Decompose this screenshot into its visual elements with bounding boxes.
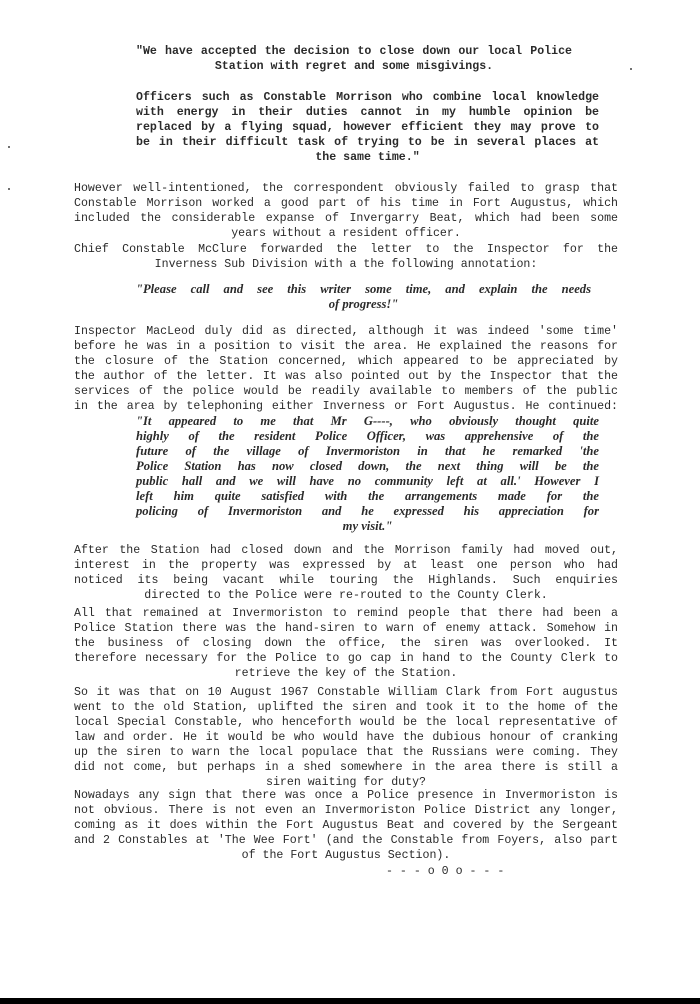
text-line: of progress!"	[328, 297, 399, 311]
text-line: "We have accepted the decision to close down our local Police	[136, 45, 572, 58]
text-line: However well-intentioned, the correspondent obviously failed to grasp that	[74, 182, 618, 195]
paragraph-correspondent	[74, 181, 618, 241]
text-line: directed to the Police were re-routed to the County Clerk.	[144, 589, 548, 602]
quote-inspector-report	[136, 414, 599, 534]
text-line: went to the old Station, uplifted the siren and took it to the home of the	[74, 701, 618, 714]
text-line: of the Fort Augustus Section).	[241, 849, 451, 862]
quote-letter-opening	[136, 44, 572, 74]
text-line: noticed its being vacant while touring the Highlands. Such enquiries	[74, 574, 618, 587]
paragraph-siren-uplifted	[74, 685, 618, 790]
text-line: Station with regret and some misgivings.	[214, 60, 494, 73]
paragraph-station-closed	[74, 543, 618, 603]
text-line: Constable Morrison worked a good part of his time in Fort Augustus, which	[74, 197, 618, 210]
text-line: siren waiting for duty?	[265, 776, 427, 789]
text-line: in the area by telephoning either Inverness or Fort Augustus. He continued:	[74, 400, 618, 413]
text-line: before he was in a position to visit the area. He explained the reasons for	[74, 340, 618, 353]
text-line: Police Station there was the hand-siren to warn of enemy attack. Somehow in	[74, 622, 618, 635]
scan-speck	[630, 68, 632, 70]
text-line: replaced by a flying squad, however efficient they may prove to	[136, 121, 599, 134]
text-line: So it was that on 10 August 1967 Constable William Clark from Fort augustus	[74, 686, 618, 699]
text-line: Chief Constable McClure forwarded the letter to the Inspector for the	[74, 243, 618, 256]
text-line: the author of the letter. It was also pointed out by the Inspector that the	[74, 370, 618, 383]
text-line: future of the village of Invermoriston in that he remarked 'the	[136, 444, 599, 458]
text-line: "It appeared to me that Mr G----, who obviously thought quite	[136, 414, 599, 428]
text-line: Officers such as Constable Morrison who combine local knowledge	[136, 91, 599, 104]
paragraph-nowadays	[74, 788, 618, 863]
text-line: be in their difficult task of trying to be in several places at	[136, 136, 599, 149]
text-line: coming as it does within the Fort Augustus Beat and covered by the Sergeant	[74, 819, 618, 832]
text-line: interest in the property was expressed by at least one person who had	[74, 559, 618, 572]
text-line: retrieve the key of the Station.	[234, 667, 458, 680]
text-line: All that remained at Invermoriston to remind people that there had been a	[74, 607, 618, 620]
quote-annotation	[136, 282, 591, 312]
quote-letter-body	[136, 90, 599, 165]
text-line: Nowadays any sign that there was once a Police presence in Invermoriston is	[74, 789, 618, 802]
text-line: and 2 Constables at 'The Wee Fort' (and the Constable from Foyers, also part	[74, 834, 618, 847]
text-line: did not come, but perhaps in a shed somewhere in the area there is still a	[74, 761, 618, 774]
scan-speck	[8, 188, 10, 190]
text-line: left him quite satisfied with the arrangements made for the	[136, 489, 599, 503]
text-line: After the Station had closed down and the Morrison family had moved out,	[74, 544, 618, 557]
text-line: the business of closing down the office, the siren was overlooked. It	[74, 637, 618, 650]
text-line: Police Station has now closed down, the next thing will be the	[136, 459, 599, 473]
text-line: my visit."	[342, 519, 393, 533]
text-line: public hall and we will have no community left at all.' However I	[136, 474, 599, 488]
text-line: highly of the resident Police Officer, was apprehensive of the	[136, 429, 599, 443]
text-line: the same time."	[315, 151, 420, 164]
scan-edge-bar	[0, 998, 700, 1004]
text-line: with energy in their duties cannot in my humble opinion be	[136, 106, 599, 119]
text-line: Inspector MacLeod duly did as directed, although it was indeed 'some time'	[74, 325, 618, 338]
paragraph-hand-siren	[74, 606, 618, 681]
text-line: therefore necessary for the Police to go cap in hand to the County Clerk to	[74, 652, 618, 665]
text-line: local Special Constable, who henceforth would be the local representative of	[74, 716, 618, 729]
text-line: up the siren to warn the local populace that the Russians were coming. They	[74, 746, 618, 759]
end-mark: - - - o 0 o - - -	[386, 865, 505, 878]
text-line: law and order. He it would be who would have the dubious honour of cranking	[74, 731, 618, 744]
text-line: services of the police would be readily available to members of the public	[74, 385, 618, 398]
scan-speck	[8, 146, 10, 148]
text-line: the closure of the Station concerned, which appeared to be appreciated by	[74, 355, 618, 368]
paragraph-chief-constable	[74, 242, 618, 272]
text-line: policing of Invermoriston and he expressed his appreciation for	[136, 504, 599, 518]
text-line: included the considerable expanse of Invergarry Beat, which had been some	[74, 212, 618, 225]
text-line: not obvious. There is not even an Invermoriston Police District any longer,	[74, 804, 618, 817]
text-line: years without a resident officer.	[231, 227, 461, 240]
text-line: Inverness Sub Division with a the following annotation:	[154, 258, 538, 271]
paragraph-inspector-visit	[74, 324, 618, 414]
text-line: "Please call and see this writer some time, and explain the needs	[136, 282, 591, 296]
